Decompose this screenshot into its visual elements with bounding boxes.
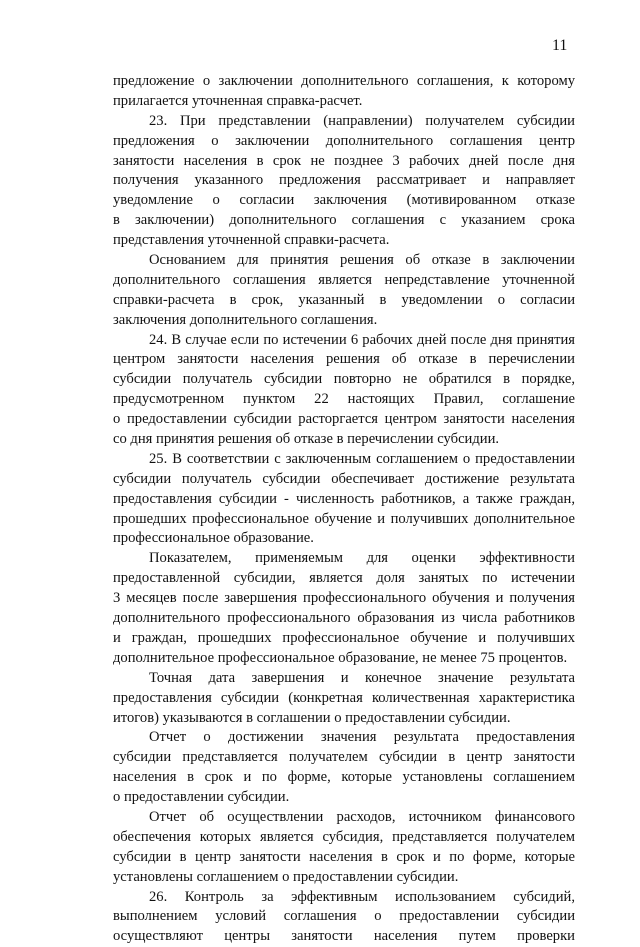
text-line: 26. Контроль за эффективным использованием субсидий, [149,888,575,905]
text-line: справки-расчета в срок, указанный в уведомлении о согласии [113,291,575,308]
text-line: уведомление о согласии заключения (мотивированном отказе [113,192,575,209]
text-line: предоставления субсидии (конкретная количественная характеристика [113,689,575,706]
text-line: дополнительное профессиональное образование, не менее 75 процентов. [113,649,568,666]
text-line: получения указанного предложения рассматривает и направляет [113,172,575,189]
text-line: выполнением условий соглашения о предоставлении субсидии [113,908,575,925]
text-line: обеспечения которых является субсидия, представляется получателем [113,828,575,845]
document-body [113,72,575,947]
text-line: субсидии представляется получателем субсидии в центр занятости [113,749,575,766]
text-line: о предоставлении субсидии. [113,789,290,806]
text-line: предусмотренном пунктом 22 настоящих Правил, соглашение [113,391,575,408]
text-line: населения в срок и по форме, которые установлены соглашением [113,769,575,786]
text-line: дополнительного профессионального образования из числа работников [113,610,575,627]
text-line: Показателем, применяемым для оценки эффективности [149,550,575,567]
text-line: представления уточненной справки-расчета. [113,232,390,249]
text-line: Основанием для принятия решения об отказе в заключении [149,252,575,269]
text-line: прилагается уточненная справка-расчет. [113,92,363,109]
text-line: о предоставлении субсидии расторгается центром занятости населения [113,411,575,428]
text-line: предложения о заключении дополнительного соглашения центр [113,132,575,149]
text-line: и граждан, прошедших профессиональное обучение и получивших [113,629,575,646]
text-line: занятости населения в срок не позднее 3 рабочих дней после дня [113,152,575,169]
text-line: субсидии получатель субсидии повторно не обратился в порядке, [113,371,575,388]
text-line: установлены соглашением о предоставлении субсидии. [113,868,459,885]
text-line: Отчет об осуществлении расходов, источником финансового [149,808,575,825]
text-line: со дня принятия решения об отказе в перечислении субсидии. [113,431,500,448]
text-line: профессиональное образование. [113,530,314,547]
text-line: субсидии получатель субсидии обеспечивает достижение результата [113,470,575,487]
page-number: 11 [552,37,568,54]
text-line: предоставления субсидии - численность работников, а также граждан, [113,490,575,507]
text-line: дополнительного соглашения является непредставление уточненной [113,271,575,288]
text-line: заключения дополнительного соглашения. [113,311,378,328]
text-line: центром занятости населения решения об отказе в перечислении [113,351,575,368]
text-line: предоставленной субсидии, является доля занятых по истечении [113,570,575,587]
text-line: предложение о заключении дополнительного соглашения, к которому [113,73,575,89]
text-line: 24. В случае если по истечении 6 рабочих дней после дня принятия [149,331,575,348]
text-line: в заключении) дополнительного соглашения с указанием срока [113,212,575,229]
text-line: субсидии в центр занятости населения в срок и по форме, которые [113,848,575,865]
text-line: итогов) указываются в соглашении о предоставлении субсидии. [113,709,511,726]
text-line: осуществляют центры занятости населения путем проверки [113,928,575,945]
text-line: 23. При представлении (направлении) получателем субсидии [149,112,575,129]
text-line: 25. В соответствии с заключенным соглашением о предоставлении [149,450,575,467]
text-line: прошедших профессиональное обучение и получивших дополнительное [113,510,575,527]
text-line: 3 месяцев после завершения профессионального обучения и получения [113,590,575,607]
text-line: Точная дата завершения и конечное значение результата [149,669,575,686]
text-line: Отчет о достижении значения результата предоставления [149,729,575,746]
